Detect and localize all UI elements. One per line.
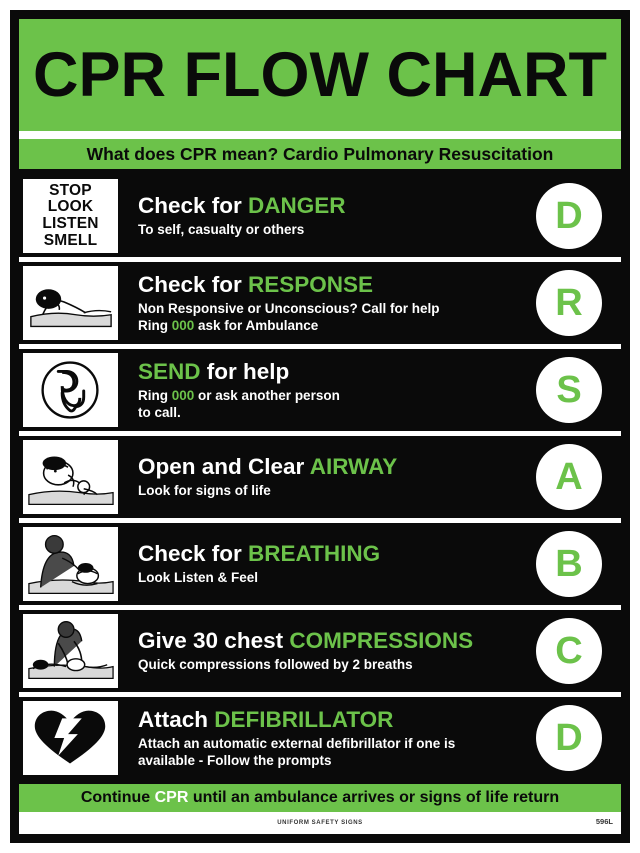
sub-after: ask for Ambulance (194, 317, 319, 333)
step-row-send (19, 349, 621, 436)
stop-look-listen-smell-icon (23, 179, 118, 253)
step-subtext: Look for signs of life (138, 483, 271, 499)
emergency-number: 000 (171, 317, 195, 333)
look-text: LOOK (47, 198, 94, 216)
title-divider (19, 131, 621, 139)
step-subtext: To self, casualty or others (138, 222, 305, 238)
sub-after: or ask another person (194, 387, 340, 403)
defibrillator-heart-bolt-icon (23, 701, 118, 775)
chest-compressions-icon (23, 614, 118, 688)
letter-badge-wrap-c (517, 610, 621, 692)
listen-text: LISTEN (42, 215, 99, 232)
step-text-send (124, 349, 517, 431)
footer-highlight: CPR (154, 789, 189, 806)
sub-before: Ring (138, 317, 172, 333)
headline-keyword: RESPONSE (248, 271, 374, 297)
step-headline (138, 359, 517, 384)
step-text-defibrillator (124, 697, 517, 779)
headline-plain: Check for (138, 540, 249, 566)
headline-keyword: DANGER (248, 192, 346, 218)
sub-line-1: Non Responsive or Unconscious? Call for help (138, 300, 440, 316)
stop-look-listen-smell-text (42, 183, 98, 250)
page-title: CPR FLOW CHART (33, 39, 607, 110)
credits-bar (19, 812, 621, 834)
steps-list (19, 169, 621, 779)
footer-band (19, 784, 621, 812)
step-row-defibrillator (19, 697, 621, 779)
headline-plain: Open and Clear (138, 453, 310, 479)
headline-plain: Check for (138, 271, 249, 297)
letter-badge-wrap-d2 (517, 697, 621, 779)
headline-plain: Check for (138, 192, 249, 218)
emergency-number: 000 (171, 387, 195, 403)
step-headline (138, 454, 517, 479)
sub-line-2: available - Follow the prompts (138, 752, 332, 768)
letter-badge-wrap-b (517, 523, 621, 605)
subtitle-text: What does CPR mean? Cardio Pulmonary Resuscitation (86, 143, 554, 164)
headline-plain: Attach (138, 706, 215, 732)
step-text-compressions (124, 610, 517, 692)
unconscious-casualty-icon (23, 266, 118, 340)
step-row-compressions (19, 610, 621, 697)
sign-frame (10, 10, 630, 843)
chest-compressions-drawing (25, 619, 116, 683)
status-badge: D (536, 705, 602, 771)
sub-line-1: Attach an automatic external defibrillator if one is (138, 735, 456, 751)
step-subtext (138, 388, 517, 422)
headline-keyword: BREATHING (248, 540, 381, 566)
letter-badge-wrap-r (517, 262, 621, 344)
open-airway-head-tilt-icon (23, 440, 118, 514)
step-row-danger (19, 175, 621, 262)
sub-line-2: to call. (138, 404, 181, 420)
step-headline (138, 707, 517, 732)
headline-keyword: SEND (138, 358, 201, 384)
open-airway-drawing (25, 445, 116, 509)
step-headline (138, 193, 517, 218)
letter-badge-wrap-a (517, 436, 621, 518)
unconscious-casualty-drawing (25, 271, 116, 335)
sub-before: Ring (138, 387, 172, 403)
footer-after: until an ambulance arrives or signs of life return (188, 789, 560, 806)
step-text-airway (124, 436, 517, 518)
subtitle-band (19, 139, 621, 169)
footer-text (81, 789, 559, 807)
step-subtext (138, 736, 517, 770)
check-breathing-drawing (25, 532, 116, 596)
letter-badge-wrap-d1 (517, 175, 621, 257)
step-text-breathing (124, 523, 517, 605)
brand-text: UNIFORM SAFETY SIGNS (277, 820, 363, 826)
status-badge: A (536, 444, 602, 510)
step-subtext (138, 301, 517, 335)
headline-plain: Give 30 chest (138, 627, 290, 653)
stop-text: STOP (49, 181, 92, 199)
status-badge: R (536, 270, 602, 336)
headline-keyword: DEFIBRILLATOR (214, 706, 394, 732)
title-band (19, 19, 621, 131)
footer-before: Continue (80, 789, 155, 806)
step-text-danger (124, 175, 517, 257)
headline-keyword: COMPRESSIONS (289, 627, 474, 653)
step-headline (138, 628, 517, 653)
status-badge: D (536, 183, 602, 249)
product-code: 596L (595, 817, 613, 826)
smell-text: SMELL (43, 231, 98, 249)
status-badge: B (536, 531, 602, 597)
step-row-response (19, 262, 621, 349)
step-headline (138, 541, 517, 566)
telephone-handset-icon (23, 353, 118, 427)
headline-keyword: AIRWAY (309, 453, 398, 479)
step-headline (138, 272, 517, 297)
letter-badge-wrap-s (517, 349, 621, 431)
headline-plain: for help (200, 358, 290, 384)
check-breathing-icon (23, 527, 118, 601)
status-badge: S (536, 357, 602, 423)
status-badge: C (536, 618, 602, 684)
step-text-response (124, 262, 517, 344)
step-row-breathing (19, 523, 621, 610)
step-subtext: Look Listen & Feel (138, 570, 259, 586)
heart-lightning-drawing (25, 706, 116, 770)
step-subtext: Quick compressions followed by 2 breaths (138, 657, 413, 673)
step-row-airway (19, 436, 621, 523)
telephone-handset-drawing (25, 358, 116, 422)
